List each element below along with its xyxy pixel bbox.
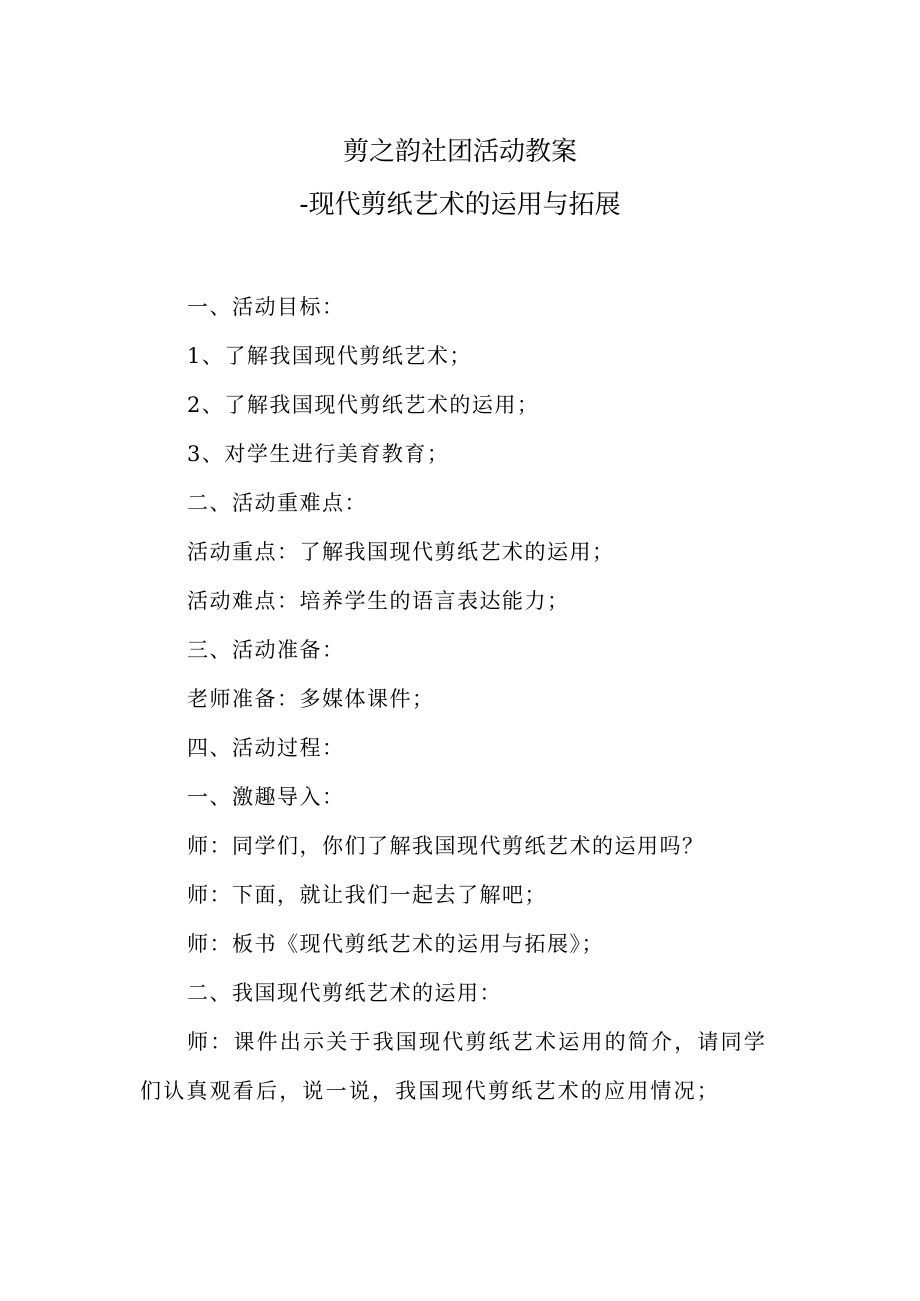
subsection-heading-application: 二、我国现代剪纸艺术的运用： bbox=[187, 981, 502, 1005]
section-heading-goals: 一、活动目标： bbox=[187, 295, 345, 319]
section-heading-process: 四、活动过程： bbox=[187, 736, 345, 760]
goal-item-2: 2、了解我国现代剪纸艺术的运用； bbox=[187, 393, 540, 417]
teacher-line-4: 师：课件出示关于我国现代剪纸艺术运用的简介，请同学们认真观看后，说一说，我国现代剪纸艺术的应用情况； bbox=[140, 1030, 767, 1103]
section-heading-preparation: 三、活动准备： bbox=[187, 638, 345, 662]
subsection-heading-intro: 一、激趣导入： bbox=[187, 785, 345, 809]
key-point: 活动重点：了解我国现代剪纸艺术的运用； bbox=[187, 540, 615, 564]
section-heading-key-points: 二、活动重难点： bbox=[187, 491, 367, 515]
document-title: 剪之韵社团活动教案 bbox=[342, 137, 577, 167]
teacher-line-1: 师：同学们，你们了解我国现代剪纸艺术的运用吗？ bbox=[187, 834, 705, 858]
teacher-line-2: 师：下面，就让我们一起去了解吧； bbox=[187, 883, 547, 907]
teacher-line-3: 师：板书《现代剪纸艺术的运用与拓展》； bbox=[187, 932, 604, 956]
goal-item-3: 3、对学生进行美育教育； bbox=[187, 442, 450, 466]
document-body bbox=[140, 283, 780, 1116]
document-subtitle: -现代剪纸艺术的运用与拓展 bbox=[299, 190, 621, 220]
teacher-preparation: 老师准备：多媒体课件； bbox=[187, 687, 435, 711]
goal-item-1: 1、了解我国现代剪纸艺术； bbox=[187, 344, 472, 368]
difficult-point: 活动难点：培养学生的语言表达能力； bbox=[187, 589, 570, 613]
